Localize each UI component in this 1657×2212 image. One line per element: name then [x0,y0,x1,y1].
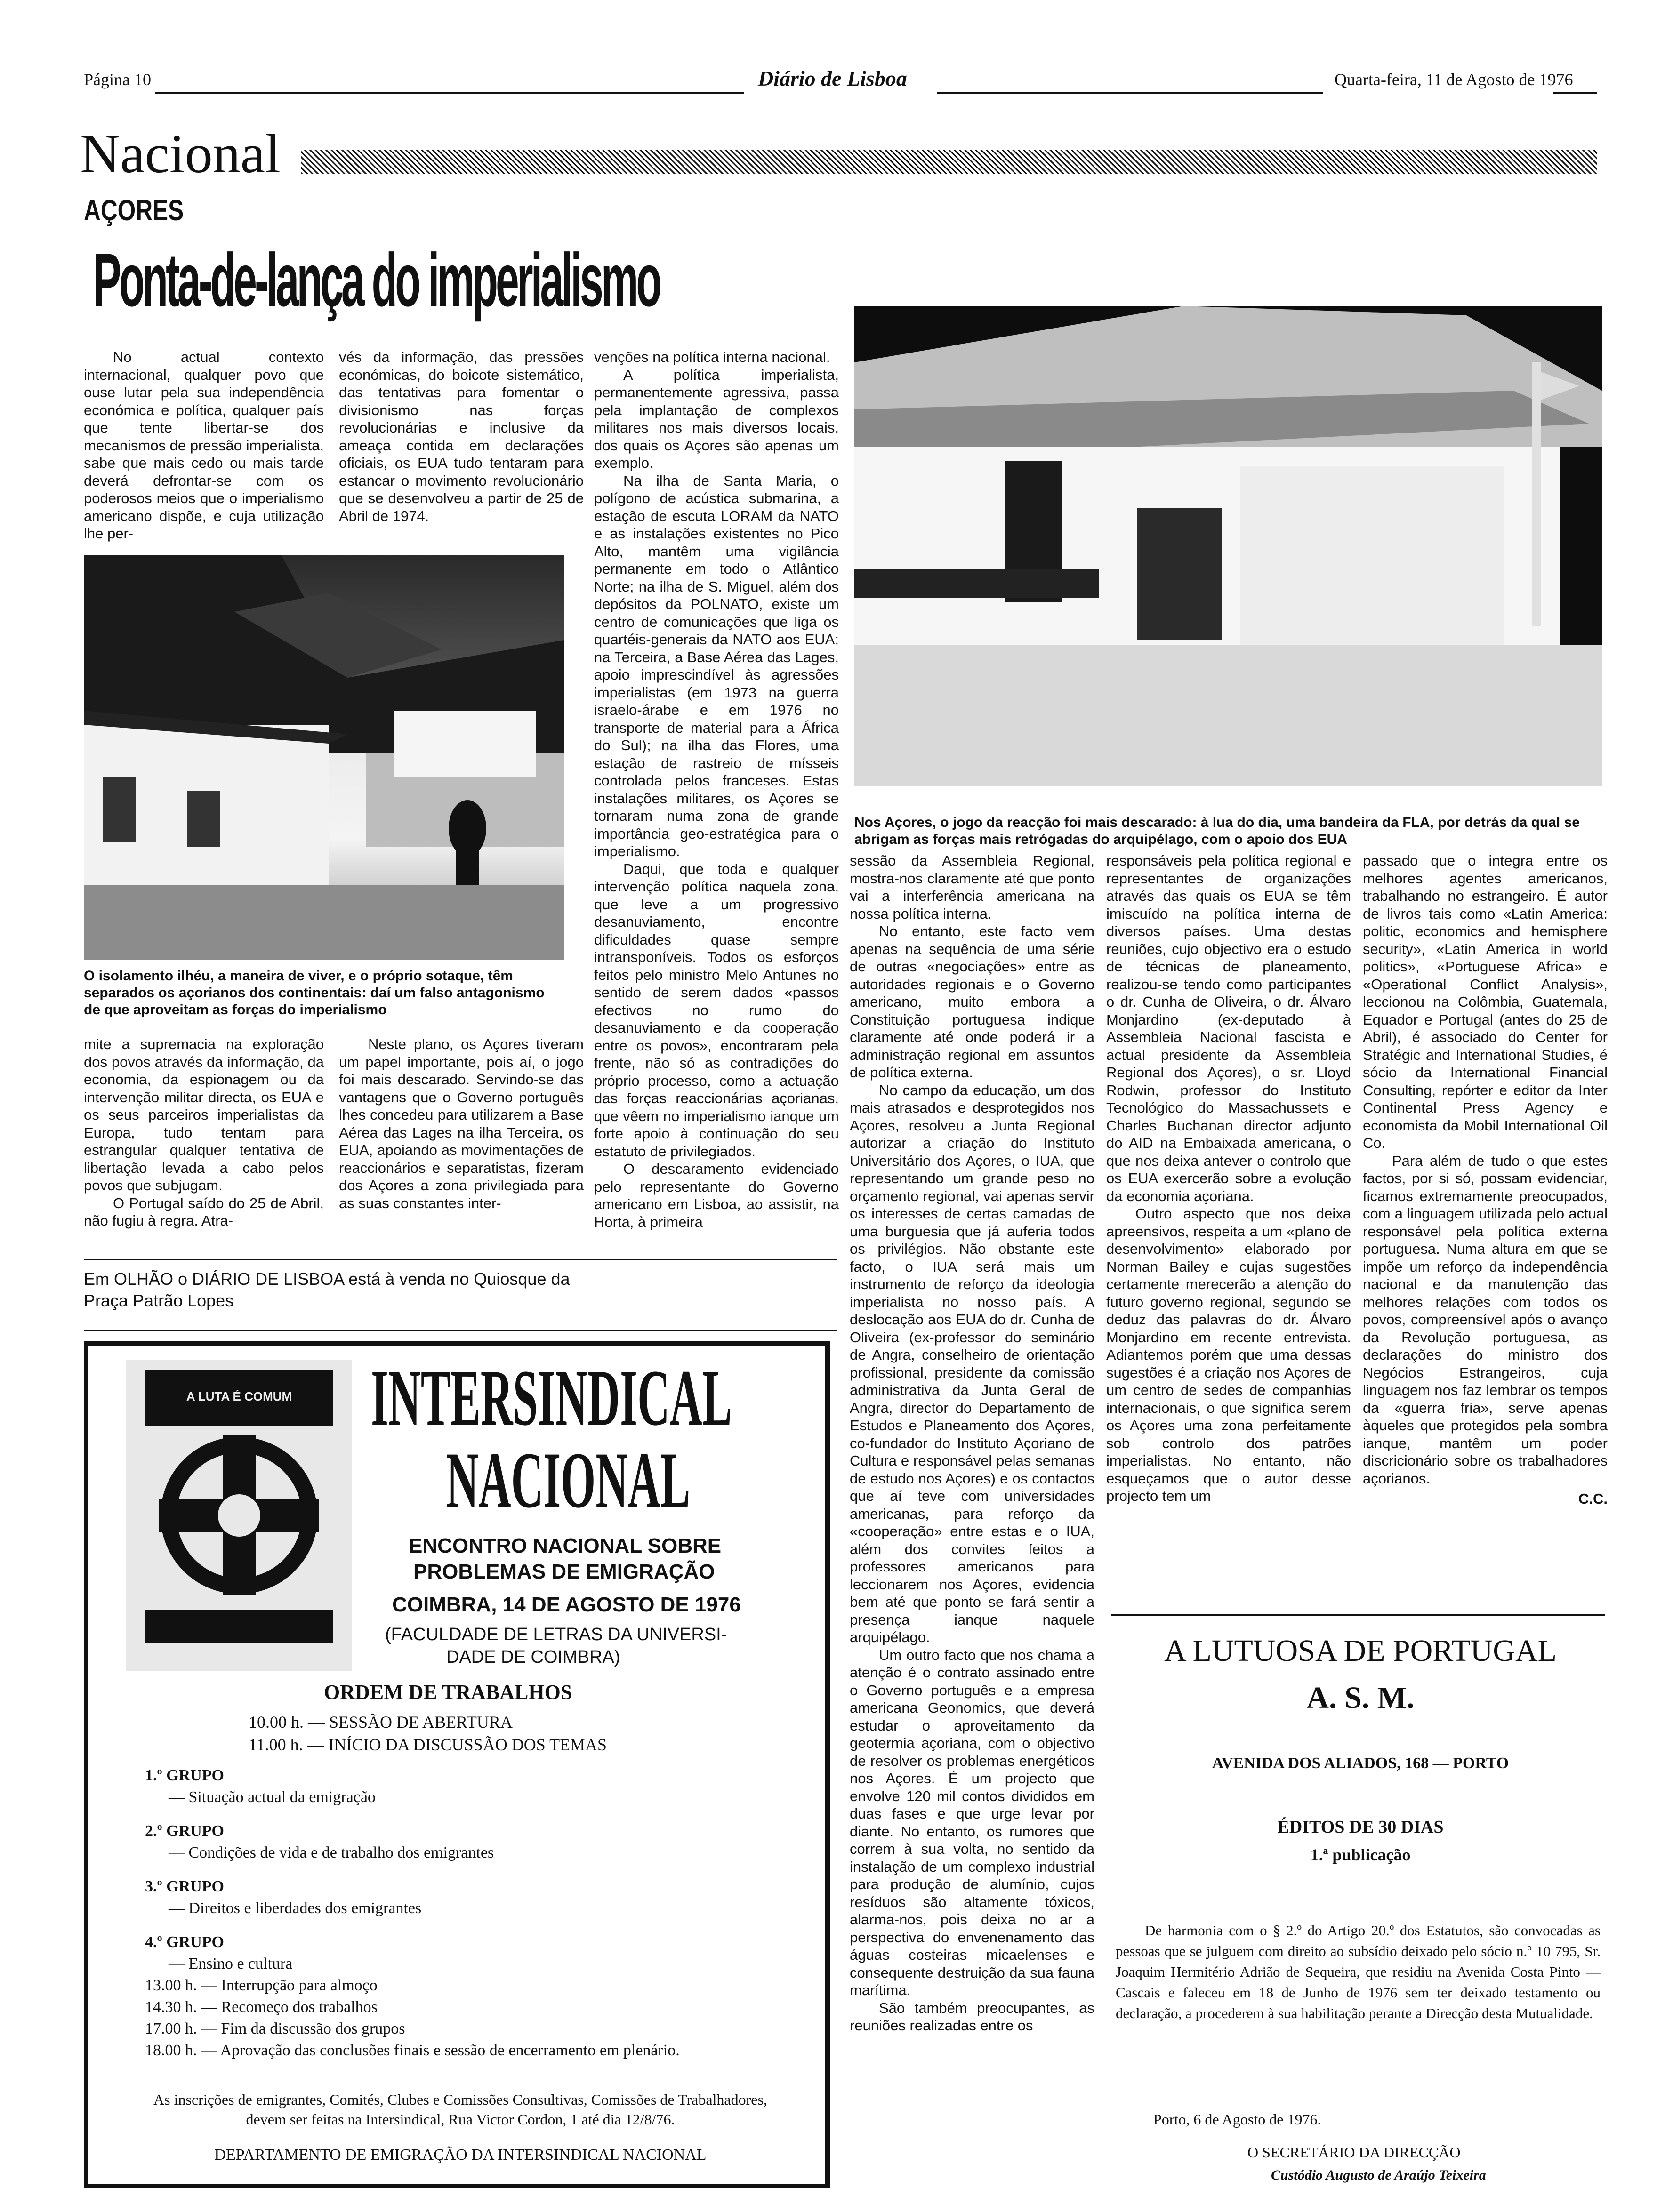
article-col1b [84,1035,324,1230]
paragraph: responsáveis pela política regional e representantes de organizações através das quais os EUA se têm imiscuído na política interna de diversos países. Uma destas reuniões, cujo objectivo era o estudo de técnicas de planeamento, realizou-se tendo como participantes o dr. Cunha de Oliveira, o dr. Álvaro Monjardino (ex-deputado à Assembleia Nacional fascista e actual presidente da Assembleia Regional dos Açores), o sr. Lloyd Rodwin, professor do Instituto Tecnológico do Massachussets e Charles Buchanan director adjunto do AID na Embaixada americana, o que nos deixa antever o controlo que os EUA exercerão sobre a evolução da economia açoriana. [1106,852,1351,1204]
paragraph: sessão da Assembleia Regional, mostra-nos claramente até que ponto vai a interferência americana na nossa política interna. [850,852,1094,922]
group-desc: — Condições de vida e de trabalho dos emigrantes [169,1844,494,1861]
paragraph: Para além de tudo o que estes factos, por si só, possam evidenciar, ficamos extremamente preocupados, com a linguagem utilizada pelo actual responsável pela política externa portuguesa. Numa altura em que se impõe um reforço da independência nacional e da manutenção das melhores relações com todos os povos, compreensível após o avanço da Revolução portuguesa, as declarações do ministro dos Negócios Estrangeiros, cuja linguagem nos faz lembrar os tempos da «guerra fria», serve apenas àqueles que protegidos pela sombra ianque, mantêm um poder discricionário sobre os trabalhadores açorianos. [1363,1152,1608,1487]
poster-image [126,1360,352,1671]
poster-title: A LUTA É COMUM [145,1370,333,1426]
group-name: 1.º GRUPO [145,1767,224,1784]
paragraph: Neste plano, os Açores tiveram um papel importante, pois aí, o jogo foi mais descarado. Servindo-se das vantagens que o Governo português lhes concedeu para utilizarem a Base Aérea das Lages na ilha Terceira, os EUA, apoiando as movimentações de reaccionários e separatistas, fizeram dos Açores a zona privilegiada para as suas constantes inter- [339,1036,584,1211]
paragraph: O Portugal saído do 25 de Abril, não fugiu à regra. Atra- [84,1194,324,1229]
afternoon-item: 14.30 h. — Recomeço dos trabalhos [145,1998,378,2016]
paragraph: No actual contexto internacional, qualquer povo que ouse lutar pela sua independência económica e política, qualquer país que tente libertar-se dos mecanismos de pressão imperialista, sabe que mais cedo ou mais tarde deverá defrontar-se com os poderosos meios que o imperialismo americano dispõe, e cuja utilização lhe per- [84,349,324,542]
group-desc: — Ensino e cultura [169,1955,293,1972]
sale-notice: Em OLHÃO o DIÁRIO DE LISBOA está à venda no Quiosque da Praça Patrão Lopes [84,1269,570,1310]
ad-title-2: NACIONAL [446,1436,691,1524]
groups-list [145,1765,680,2061]
group-name: 2.º GRUPO [145,1822,224,1840]
issue-date: Quarta-feira, 11 de Agosto de 1976 [1335,70,1573,89]
paragraph: venções na política interna nacional. [594,349,830,365]
paragraph: Um outro facto que nos chama a atenção é o contrato assinado entre o Governo português e a empresa americana Geonomics, que deverá estudar o aproveitamento da geotermia açoriana, com o objectivo de resolver os problemas energéticos nos Açores. É um projecto que envolve 120 mil contos divididos em duas fases e que urge levar por diante. No entanto, os rumores que correm à sua volta, no sentido da instalação de um complexo industrial para produção de alumínio, cujos resíduos são altamente tóxicos, alarma-nos, pois deixa no ar a perspectiva do envenenamento das águas costeiras micaelenses e consequente destruição da sua fauna marítima. [850,1646,1094,1998]
paragraph: Daqui, que toda e qualquer intervenção política naquela zona, que leve a um progressivo desanuviamento, encontre dificuldades quase sempre intransponíveis. Todos os esforços feitos pelo ministro Melo Antunes no sentido de serem dados «passos efectivos no rumo do desanuviamento e da cooperação entre os povos», encontraram pela frente, não só as contradições do próprio processo, como a actuação das forças reaccionárias açorianas, que vêem no imperialismo ianque um forte apoio à continuação do seu estatuto de privilegiados. [594,860,839,1160]
article-col2b [339,1035,584,1212]
section-hatch [301,150,1597,174]
lutuosa-title: A LUTUOSA DE PORTUGAL [1164,1634,1557,1668]
notice-rule-bottom [84,1330,837,1331]
afternoon-item: 13.00 h. — Interrupção para almoço [145,1977,378,1994]
left-photo-caption: O isolamento ilhéu, a maneira de viver, e o próprio sotaque, têm separados os açorianos dos continentais: daí um falso antagonismo de que aproveitam as forças do imperialismo [84,968,545,1018]
header-rule-right [937,92,1323,94]
paragraph: São também preocupantes, as reuniões realizadas entre os [850,1999,1094,2034]
paragraph: passado que o integra entre os melhores agentes americanos, trabalhando no estrangeiro. É autor de livros tais como «Latin America: politic, economics and hemisphere security», «Latin America in world politics», «Portuguese Africa» e «Operational Conflict Analysis», leccionou na Colômbia, Guatemala, Equador e Portugal (antes do 25 de Abril), é associado do Center for Stratégic and International Studies, é sócio da International Financial Consulting, repórter e editor da Inter Continental Press Agency e economista da Mobil International Oil Co. [1363,852,1608,1151]
paragraph: No entanto, este facto vem apenas na sequência de uma série de outras «negociações» entre as autoridades regionais e o Governo americano, muito embora a Constituição portuguesa indique claramente até onde poderá ir a administração regional em assuntos de política externa. [850,923,1094,1081]
ad-faculty-2: DADE DE COIMBRA) [446,1647,620,1667]
ad-where: COIMBRA, 14 DE AGOSTO DE 1976 [392,1593,741,1616]
ad-faculty-1: (FACULDADE DE LETRAS DA UNIVERSI- [385,1625,727,1644]
paragraph: A política imperialista, permanentemente agressiva, passa pela implantação de complexos militares nos mais diversos locais, dos quais os Açores são apenas um exemplo. [594,366,839,471]
section-title: Nacional [80,123,281,184]
ad-subtitle-1: ENCONTRO NACIONAL SOBRE [409,1534,722,1557]
masthead: Diário de Lisboa [758,66,907,90]
program-item: 11.00 h. — INÍCIO DA DISCUSSÃO DOS TEMAS [249,1735,607,1754]
afternoon-item: 18.00 h. — Aprovação das conclusões finais e sessão de encerramento em plenário. [145,2042,680,2059]
ad-department: DEPARTAMENTO DE EMIGRAÇÃO DA INTERSINDICAL NACIONAL [214,2146,707,2164]
article-col4 [850,852,1094,2035]
lutuosa-asm: A. S. M. [1306,1681,1415,1715]
group-name: 4.º GRUPO [145,1933,224,1951]
article-col2 [339,348,584,525]
paragraph: Na ilha de Santa Maria, o polígono de acústica submarina, a estação de escuta LORAM da NATO e as instalações existentes no Pico Alto, mantêm uma vigilância permanente em todo o Atlântico Norte; na ilha de S. Miguel, além dos depósitos da POLNATO, existe um centro de comunicações que liga os quartéis-generais da NATO aos EUA; na Terceira, a Base Aérea das Lages, apoio imprescindível às agressões imperialistas (em 1973 na guerra israelo-árabe e em 1976 no transporte de material para a África do Sul); na ilha das Flores, uma estação de rastreio de mísseis controlada pelos franceses. Estas instalações militares, os Açores se tornaram numa zona de grande importância geo-estratégica para o imperialismo. [594,472,839,859]
right-photo-caption: Nos Açores, o jogo da reacção foi mais descarado: à lua do dia, uma bandeira da FLA, por detrás da qual se abrigam as forças mais retrógadas do arquipélago, com o apoio dos EUA [854,815,1580,847]
ordem-title: ORDEM DE TRABALHOS [324,1681,572,1704]
header-rule-end [1553,92,1597,94]
program-item: 10.00 h. — SESSÃO DE ABERTURA [249,1713,513,1731]
lutuosa-editos: ÉDITOS DE 30 DIAS [1277,1817,1444,1837]
paragraph: Outro aspecto que nos deixa apreensivos, respeita a um «plano de desenvolvimento» elaborado por Norman Bailey e cujas sugestões certamente merecerão a atenção do futuro governo regional, segundo se deduz das palavras do dr. Álvaro Monjardino em recente entrevista. Adiantemos porém que uma dessas sugestões é a criação nos Açores de um centro de sedes de companhias internacionais, o que significa serem os Açores uma zona perfeitamente sob controlo dos patrões imperialistas. No entanto, não esqueçamos que o autor desse projecto tem um [1106,1205,1351,1504]
ad-subtitle-2: PROBLEMAS DE EMIGRAÇÃO [413,1560,715,1583]
paragraph: mite a supremacia na exploração dos povos através da informação, da economia, da espionagem ou da intervenção militar directa, os EUA e os seus parceiros imperialistas da Europa, tudo tentam para estrangular qualquer tentativa de libertação levada a cabo pelos povos que subjugam. [84,1036,324,1194]
building-flag-photo [854,306,1602,786]
article-col5 [1106,852,1351,1505]
page-number: Página 10 [84,70,151,89]
paragraph: O descaramento evidenciado pelo representante do Governo americano em Lisboa, ao assistir, na Horta, à primeira [594,1161,839,1230]
lutuosa-rule [1111,1614,1605,1616]
paragraph: No campo da educação, um dos mais atrasados e desprotegidos nos Açores, resolveu a Junta Regional autorizar a criação do Instituto Universitário dos Açores, o IUA, que representando um grande peso no orçamento regional, vai apenas servir os interesses de certas camadas de uma burguesia que já auferia todos os privilégios. Não obstante este facto, o IUA será mais um instrumento de reforço da ideologia imperialista no nosso país. A deslocação aos EUA do dr. Cunha de Oliveira (ex-professor do seminário de Angra, conselheiro de orientação profissional, presidente da comissão administrativa da Junta Geral de Angra, director do Departamento de Estudos e Planeamento dos Açores, co-fundador do Instituto Açoriano de Cultura e responsável pelas semanas de estudo nos Açores) e os contactos que aí teve com universidades americanas, para reforço da «cooperação» entre estas e o IUA, além dos convites feitos a professores americanos para leccionarem nos Açores, evidencia bem até que ponto se fará sentir a presença ianque naquele arquipélago. [850,1082,1094,1645]
article-col1 [84,348,324,543]
group-desc: — Direitos e liberdades dos emigrantes [169,1899,422,1917]
intersindical-logo-icon [126,1360,352,1671]
headline: Ponta-de-lança do imperialismo [93,238,660,322]
lutuosa-address: AVENIDA DOS ALIADOS, 168 — PORTO [1212,1755,1509,1772]
right-photo [854,306,1602,786]
group-desc: — Situação actual da emigração [169,1788,376,1806]
village-street-photo [84,555,564,960]
intersindical-ad [84,1341,830,2188]
header-rule-left [155,92,744,94]
ad-title-1: INTERSINDICAL [371,1354,732,1442]
lutuosa-place-date: Porto, 6 de Agosto de 1976. [1153,2111,1321,2128]
author-signature: C.C. [1578,1491,1608,1507]
left-photo [84,555,564,960]
group-name: 3.º GRUPO [145,1878,224,1895]
kicker: AÇORES [84,194,184,227]
notice-rule-top [84,1259,837,1260]
afternoon-item: 17.00 h. — Fim da discussão dos grupos [145,2020,405,2037]
lutuosa-body: De harmonia com o § 2.º do Artigo 20.º dos Estatutos, são convocadas as pessoas que se julguem com direito ao subsídio deixado pelo sócio n.º 10 795, Sr. Joaquim Hermitério Adrião de Sequeira, que residiu na Avenida Costa Pinto — Cascais e faleceu em 18 de Junho de 1976 sem ter deixado testamento ou declaração, a procederem à sua habilitação perante a Direcção desta Mutualidade. [1116,1922,1601,2021]
article-col3 [594,348,839,1231]
program-list [249,1711,607,1756]
lutuosa-signatory: Custódio Augusto de Araújo Teixeira [1271,2167,1486,2183]
lutuosa-publication: 1.ª publicação [1310,1845,1411,1864]
paragraph: vés da informação, das pressões económicas, do boicote sistemático, das tentativas para fomentar o divisionismo nas forças revolucionárias e inclusive da ameaça contida em declarações oficiais, os EUA tudo tentaram para estancar o movimento revolucionário que se desenvolveu a partir de 25 de Abril de 1974. [339,349,584,524]
lutuosa-role: O SECRETÁRIO DA DIRECÇÃO [1247,2144,1461,2161]
inscricoes-note: As inscrições de emigrantes, Comités, Clubes e Comissões Consultivas, Comissões de Trabalhadores, devem ser feitas na Intersindical, Rua Victor Cordon, 1 até dia 12/8/76. [153,2091,767,2128]
article-col6 [1363,852,1608,1508]
